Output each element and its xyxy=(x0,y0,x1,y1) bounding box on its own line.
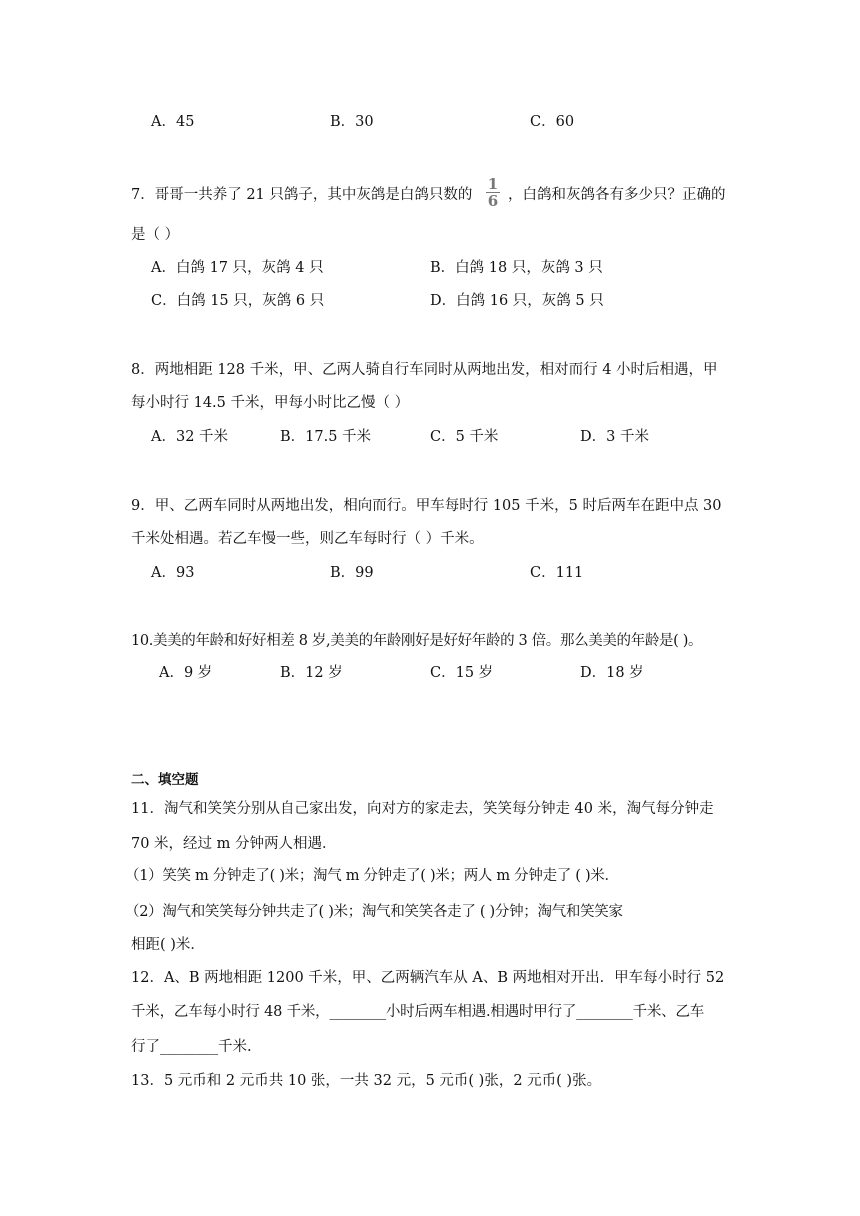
q10-stem: 10.美美的年龄和好好相差 8 岁,美美的年龄刚好是好好年龄的 3 倍。那么美美的年龄是( )。 xyxy=(131,633,703,649)
q8-option-b: B．17.5 千米 xyxy=(280,429,372,445)
q8-option-d: D．3 千米 xyxy=(580,429,649,445)
q7-option-a: A．白鸽 17 只，灰鸽 4 只 xyxy=(151,260,324,276)
q10-option-c: C．15 岁 xyxy=(430,665,494,681)
q11-stem-line2: 70 米，经过 m 分钟两人相遇． xyxy=(131,836,337,852)
q7-option-c: C．白鸽 15 只，灰鸽 6 只 xyxy=(151,293,325,309)
q10-option-a: A．9 岁 xyxy=(159,665,213,681)
q10-option-b: B．12 岁 xyxy=(280,665,343,681)
q9-stem-line2: 千米处相遇。若乙车慢一些，则乙车每时行（ ）千米。 xyxy=(131,531,484,547)
q8-option-c: C．5 千米 xyxy=(430,429,499,445)
q8-option-a: A．32 千米 xyxy=(151,429,229,445)
q11-part2: （2）淘气和笑笑每分钟共走了( )米；淘气和笑笑各走了 ( )分钟；淘气和笑笑家 xyxy=(125,904,623,920)
q7-stem-part2: ，白鸽和灰鸽各有多少只？正确的 xyxy=(508,187,726,203)
q10-option-d: D．18 岁 xyxy=(580,665,644,681)
q9-option-a: A．93 xyxy=(151,565,195,581)
q8-stem-line1: 8．两地相距 128 千米，甲、乙两人骑自行车同时从两地出发，相对而行 4 小时后相遇，甲 xyxy=(131,362,718,378)
q7-option-d: D．白鸽 16 只，灰鸽 5 只 xyxy=(430,293,604,309)
q12-stem-line3: 行了________千米. xyxy=(131,1039,252,1055)
q7-stem-line2: 是（ ） xyxy=(131,227,180,243)
section-heading: 二、填空题 xyxy=(131,772,199,788)
q6-option-a: A．45 xyxy=(151,114,195,130)
q7-fraction xyxy=(486,176,500,209)
q12-stem-line1: 12．A、B 两地相距 1200 千米，甲、乙两辆汽车从 A、B 两地相对开出．甲车每小时行 52 xyxy=(131,970,725,986)
q9-option-c: C．111 xyxy=(530,565,584,581)
q11-stem-line1: 11．淘气和笑笑分别从自己家出发，向对方的家走去，笑笑每分钟走 40 米，淘气每分钟走 xyxy=(131,801,714,817)
q7-stem-part1: 7．哥哥一共养了 21 只鸽子，其中灰鸽是白鸽只数的 xyxy=(131,187,473,203)
q11-part1: （1）笑笑 m 分钟走了( )米；淘气 m 分钟走了( )米；两人 m 分钟走了 ( )米． xyxy=(125,868,619,884)
q13-stem: 13．5 元币和 2 元币共 10 张，一共 32 元，5 元币( )张，2 元币( )张。 xyxy=(131,1073,602,1089)
q7-fraction-denominator: 6 xyxy=(487,192,499,210)
q7-fraction-numerator: 1 xyxy=(487,175,499,193)
q9-stem-line1: 9．甲、乙两车同时从两地出发，相向而行。甲车每时行 105 千米，5 时后两车在距中点 30 xyxy=(131,498,722,514)
q11-part2-cont: 相距( )米． xyxy=(131,937,205,953)
q12-stem-line2: 千米，乙车每小时行 48 千米，________小时后两车相遇.相遇时甲行了________千米、乙车 xyxy=(131,1004,705,1020)
q9-option-b: B．99 xyxy=(330,565,374,581)
q8-stem-line2: 每小时行 14.5 千米，甲每小时比乙慢（ ） xyxy=(131,395,410,411)
q7-option-b: B．白鸽 18 只，灰鸽 3 只 xyxy=(430,260,603,276)
q6-option-c: C．60 xyxy=(530,114,575,130)
q6-option-b: B．30 xyxy=(330,114,374,130)
